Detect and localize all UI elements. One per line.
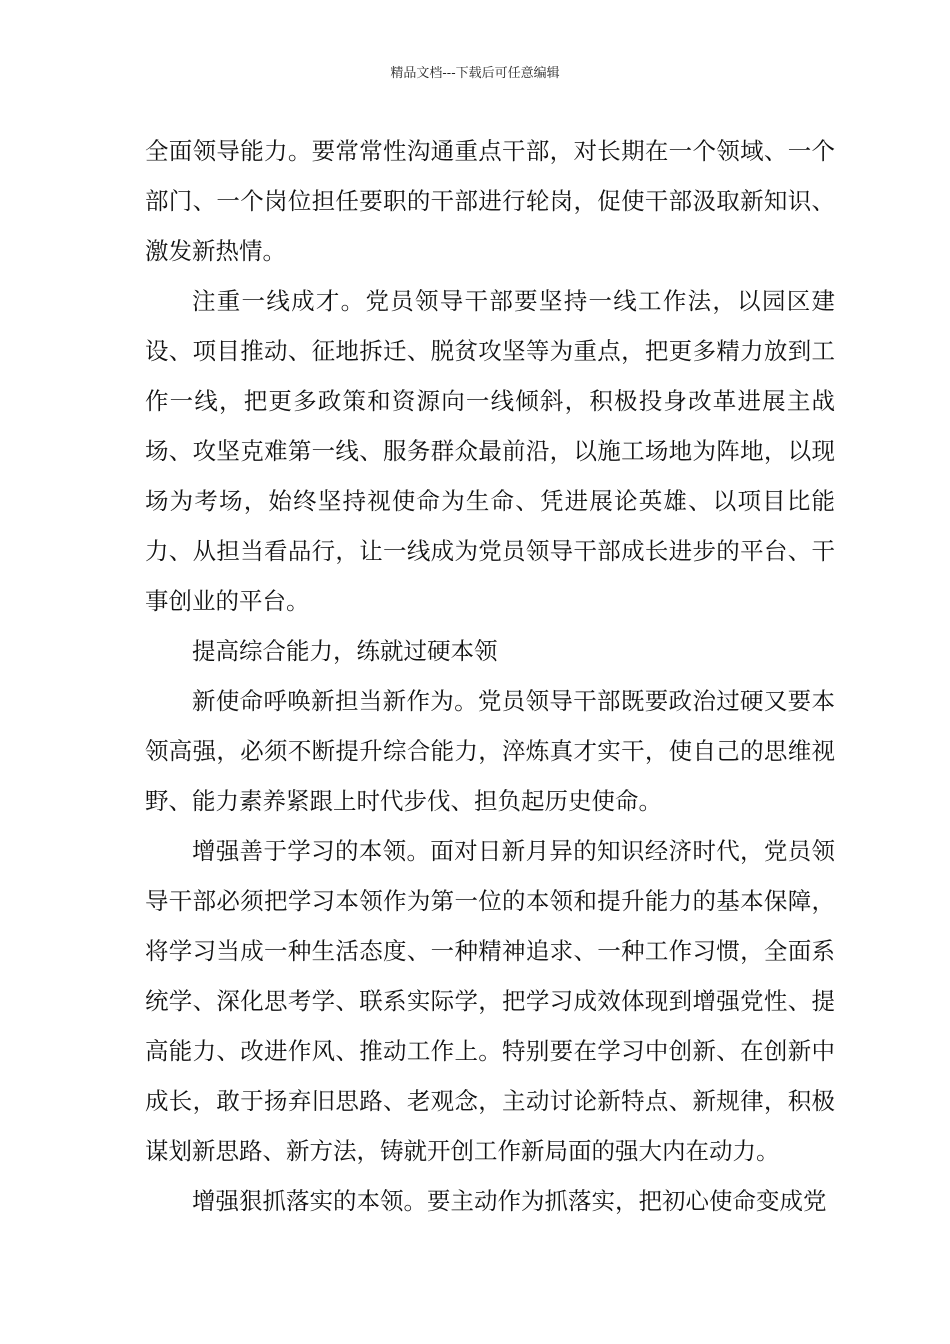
document-body (145, 126, 835, 1226)
section-heading: 提高综合能力，练就过硬本领 (192, 637, 498, 665)
paragraph-continuation: 全面领导能力。要常常性沟通重点干部，对长期在一个领域、一个部门、一个岗位担任要职的干部进行轮岗，促使干部汲取新知识、激发新热情。 (145, 137, 835, 265)
paragraph-learning: 增强善于学习的本领。面对日新月异的知识经济时代，党员领导干部必须把学习本领作为第一位的本领和提升能力的基本保障，将学习当成一种生活态度、一种精神追求、一种工作习惯，全面系统学、深化思考学、联系实际学，把学习成效体现到增强党性、提高能力、改进作风、推动工作上。特别要在学习中创新、在创新中成长，敢于扬弃旧思路、老观念，主动讨论新特点、新规律，积极谋划新思路、新方法，铸就开创工作新局面的强大内在动力。 (145, 837, 835, 1165)
paragraph-frontline: 注重一线成才。党员领导干部要坚持一线工作法，以园区建设、项目推动、征地拆迁、脱贫攻坚等为重点，把更多精力放到工作一线，把更多政策和资源向一线倾斜，积极投身改革进展主战场、攻坚克难第一线、服务群众最前沿，以施工场地为阵地，以现场为考场，始终坚持视使命为生命、凭进展论英雄、以项目比能力、从担当看品行，让一线成为党员领导干部成长进步的平台、干事创业的平台。 (145, 287, 835, 615)
paragraph-implementation: 增强狠抓落实的本领。要主动作为抓落实，把初心使命变成党 (192, 1187, 827, 1215)
paragraph-new-mission: 新使命呼唤新担当新作为。党员领导干部既要政治过硬又要本领高强，必须不断提升综合能力，淬炼真才实干，使自己的思维视野、能力素养紧跟上时代步伐、担负起历史使命。 (145, 687, 835, 815)
page-header: 精品文档---下载后可任意编辑 (390, 66, 560, 81)
